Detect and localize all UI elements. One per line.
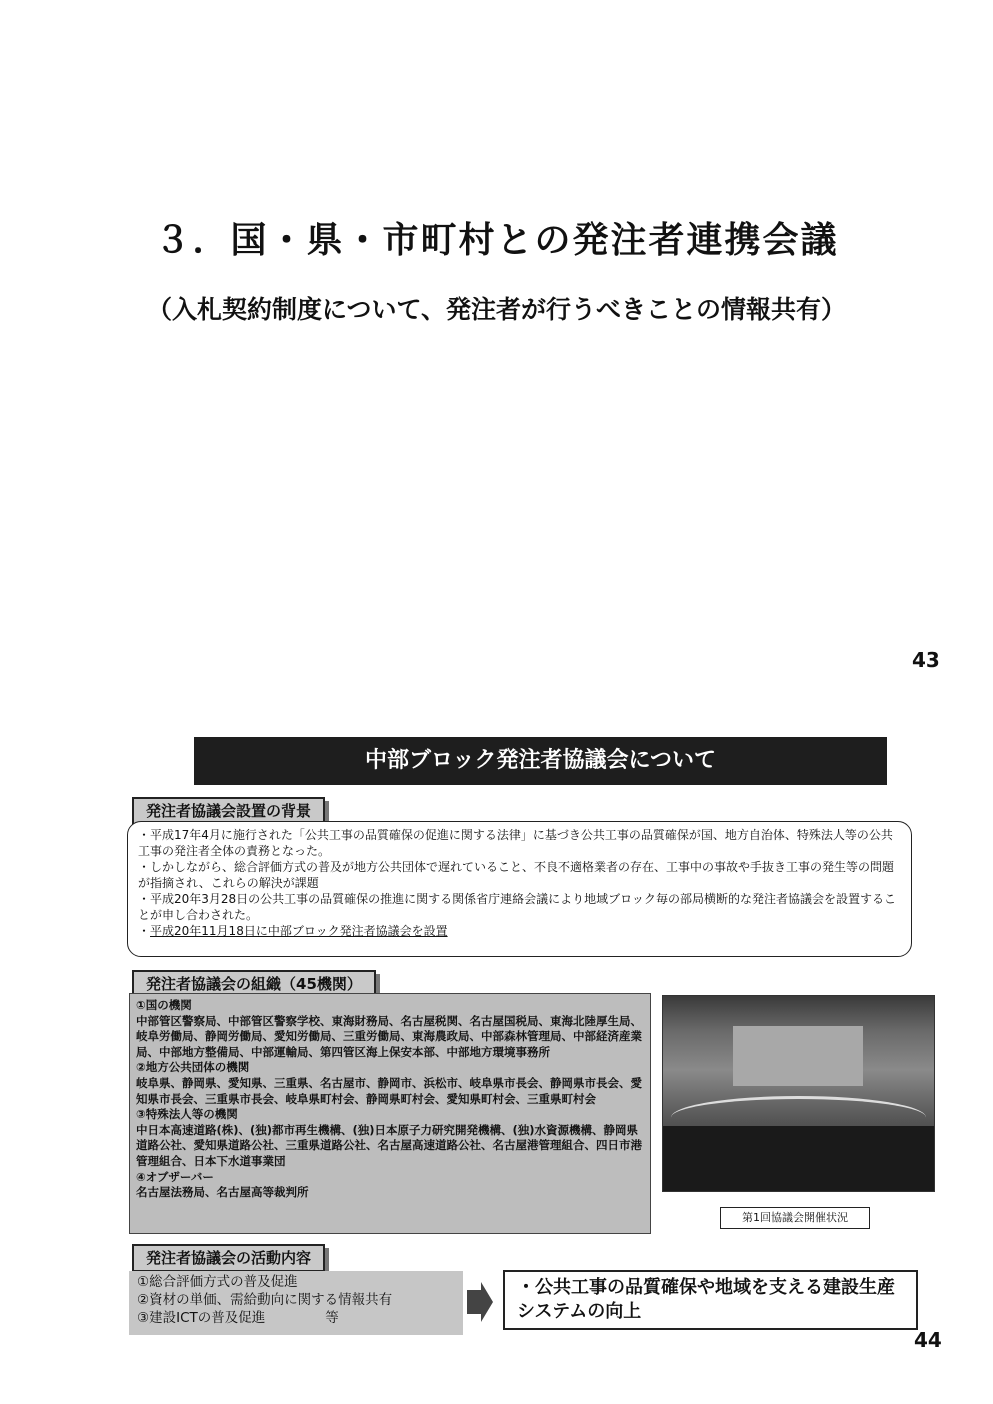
org-line: 中部管区警察局、中部管区警察学校、東海財務局、名古屋税関、名古屋国税局、東海北陸厚生局、岐阜労働局、静岡労働局、愛知労働局、三重労働局、東海農政局、中部森林管理局、中部経済産業局、中部地方整備局、中部運輸局、第四管区海上保安本部、中部地方環境事務所 bbox=[136, 1013, 642, 1059]
goal-box: ・公共工事の品質確保や地域を支える建設生産システムの向上 bbox=[503, 1270, 918, 1330]
etc-text: 等 bbox=[325, 1310, 339, 1326]
organization-box bbox=[129, 993, 651, 1234]
page-number-43: 43 bbox=[912, 648, 940, 672]
page-number-44: 44 bbox=[914, 1328, 942, 1352]
background-box bbox=[127, 821, 912, 957]
meeting-photo bbox=[662, 995, 935, 1192]
activity-item: ①総合評価方式の普及促進 bbox=[137, 1274, 298, 1290]
page-title: ３．国・県・市町村との発注者連携会議 bbox=[154, 219, 839, 261]
background-item: ・しかしながら、総合評価方式の普及が地方公共団体で遅れていること、不良不適格業者の存在、工事中の事故や手抜き工事の発生等の問題が指摘され、これらの解決が課題 bbox=[138, 860, 895, 890]
photo-stage bbox=[733, 1026, 863, 1086]
org-line: ①国の機関 bbox=[136, 998, 192, 1012]
photo-caption: 第1回協議会開催状況 bbox=[720, 1207, 870, 1229]
photo-attendees bbox=[663, 1126, 934, 1191]
activity-item: ②資材の単価、需給動向に関する情報共有 bbox=[137, 1292, 393, 1308]
background-item: ・平成17年4月に施行された「公共工事の品質確保の促進に関する法律」に基づき公共工事の品質確保が国、地方自治体、特殊法人等の公共工事の発注者全体の責務となった。 bbox=[138, 828, 893, 858]
activity-label: 発注者協議会の活動内容 bbox=[132, 1244, 325, 1272]
activity-box bbox=[129, 1271, 463, 1335]
organization-label: 発注者協議会の組織（45機関） bbox=[132, 970, 376, 998]
background-label: 発注者協議会設置の背景 bbox=[132, 797, 325, 825]
org-line: ②地方公共団体の機関 bbox=[136, 1060, 250, 1075]
org-line: 中日本高速道路(株)、(独)都市再生機構、(独)日本原子力研究開発機構、(独)水資源機構、静岡県道路公社、愛知県道路公社、三重県道路公社、名古屋高速道路公社、名古屋港管理組合、四日市港管理組合、日本下水道事業団 bbox=[136, 1122, 642, 1168]
page-subtitle: （入札契約制度について、発注者が行うべきことの情報共有） bbox=[146, 295, 846, 324]
establishment-date-text: 平成20年11月18日に中部ブロック発注者協議会を設置 bbox=[150, 924, 448, 938]
org-line: ③特殊法人等の機関 bbox=[136, 1107, 238, 1122]
background-item-last bbox=[138, 923, 901, 939]
org-line: 名古屋法務局、名古屋高等裁判所 bbox=[136, 1185, 309, 1200]
section-banner: 中部ブロック発注者協議会について bbox=[194, 737, 887, 785]
org-line: 岐阜県、静岡県、愛知県、三重県、名古屋市、静岡市、浜松市、岐阜県市長会、静岡県市長会、愛知県市長会、三重県市長会、岐阜県町村会、静岡県町村会、愛知県町村会、三重県町村会 bbox=[136, 1075, 642, 1106]
org-line: ④オブザーバー bbox=[136, 1169, 214, 1184]
background-item: ・平成20年3月28日の公共工事の品質確保の推進に関する関係省庁連絡会議により地域ブロック毎の部局横断的な発注者協議会を設置することが申し合わされた。 bbox=[138, 892, 896, 922]
bullet: ・ bbox=[138, 924, 151, 938]
activity-item: ③建設ICTの普及促進 bbox=[137, 1310, 266, 1326]
activity-item-last bbox=[137, 1309, 455, 1327]
arrow-right-icon bbox=[467, 1282, 493, 1322]
